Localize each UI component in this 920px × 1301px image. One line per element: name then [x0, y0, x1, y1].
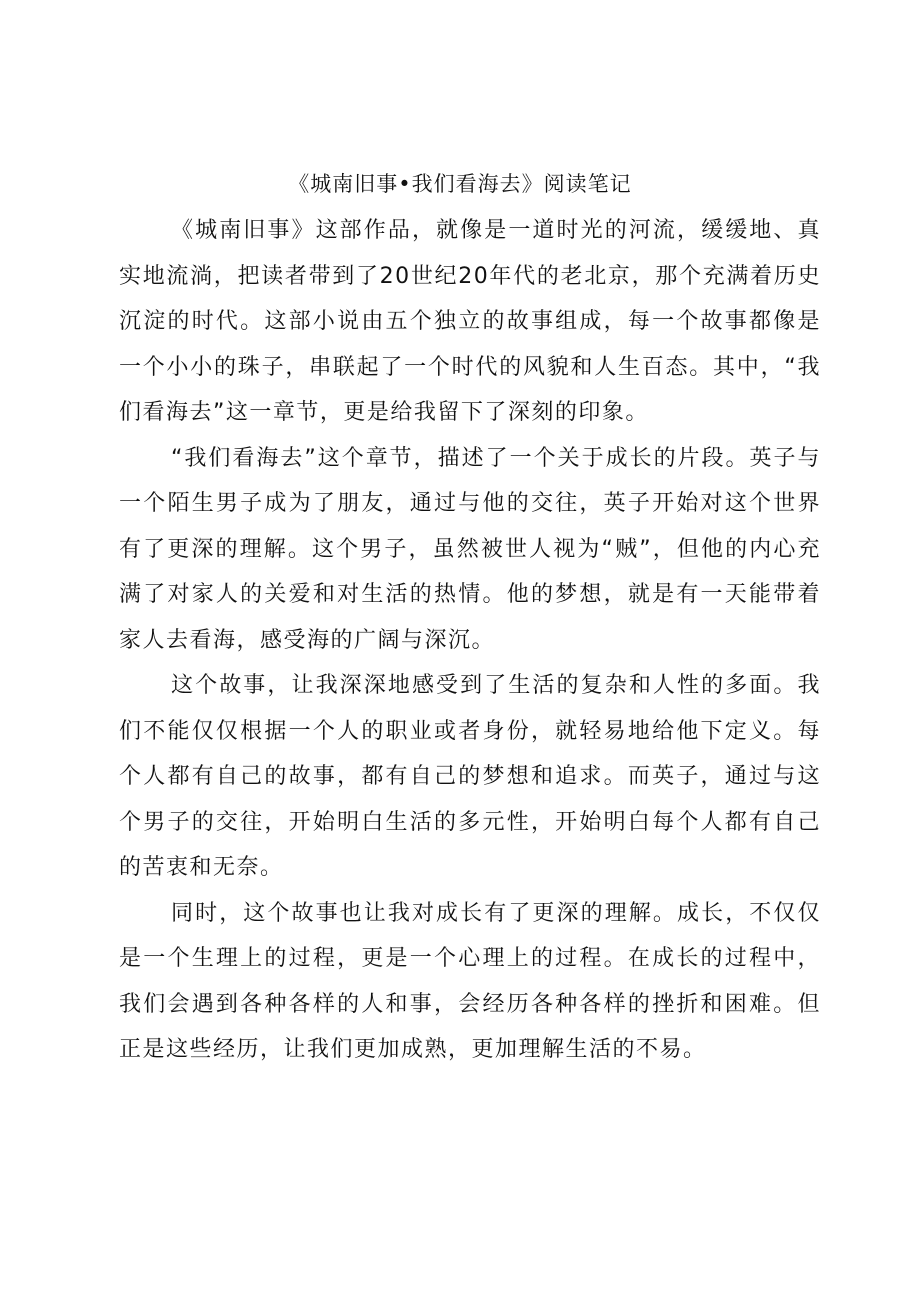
paragraph-4: 同时，这个故事也让我对成长有了更深的理解。成长，不仅仅是一个生理上的过程，更是一个心理上的过程。在成长的过程中，我们会遇到各种各样的人和事，会经历各种各样的挫折和困难。但正是这些经历，让我们更加成熟，更加理解生活的不易。	[119, 900, 821, 1062]
document-body	[119, 208, 821, 1073]
paragraph-3: 这个故事，让我深深地感受到了生活的复杂和人性的多面。我们不能仅仅根据一个人的职业或者身份，就轻易地给他下定义。每个人都有自己的故事，都有自己的梦想和追求。而英子，通过与这个男子的交往，开始明白生活的多元性，开始明白每个人都有自己的苦衷和无奈。	[119, 673, 821, 880]
paragraph-2: “我们看海去”这个章节，描述了一个关于成长的片段。英子与一个陌生男子成为了朋友，通过与他的交往，英子开始对这个世界有了更深的理解。这个男子，虽然被世人视为“贼”，但他的内心充满了对家人的关爱和对生活的热情。他的梦想，就是有一天能带着家人去看海，感受海的广阔与深沉。	[119, 445, 822, 653]
document-title: 《城南旧事•我们看海去》阅读笔记	[288, 172, 632, 196]
paragraph-1: 《城南旧事》这部作品，就像是一道时光的河流，缓缓地、真实地流淌，把读者带到了20世纪20年代的老北京，那个充满着历史沉淀的时代。这部小说由五个独立的故事组成，每一个故事都像是一个小小的珠子，串联起了一个时代的风貌和人生百态。其中，“我们看海去”这一章节，更是给我留下了深刻的印象。	[119, 218, 821, 425]
